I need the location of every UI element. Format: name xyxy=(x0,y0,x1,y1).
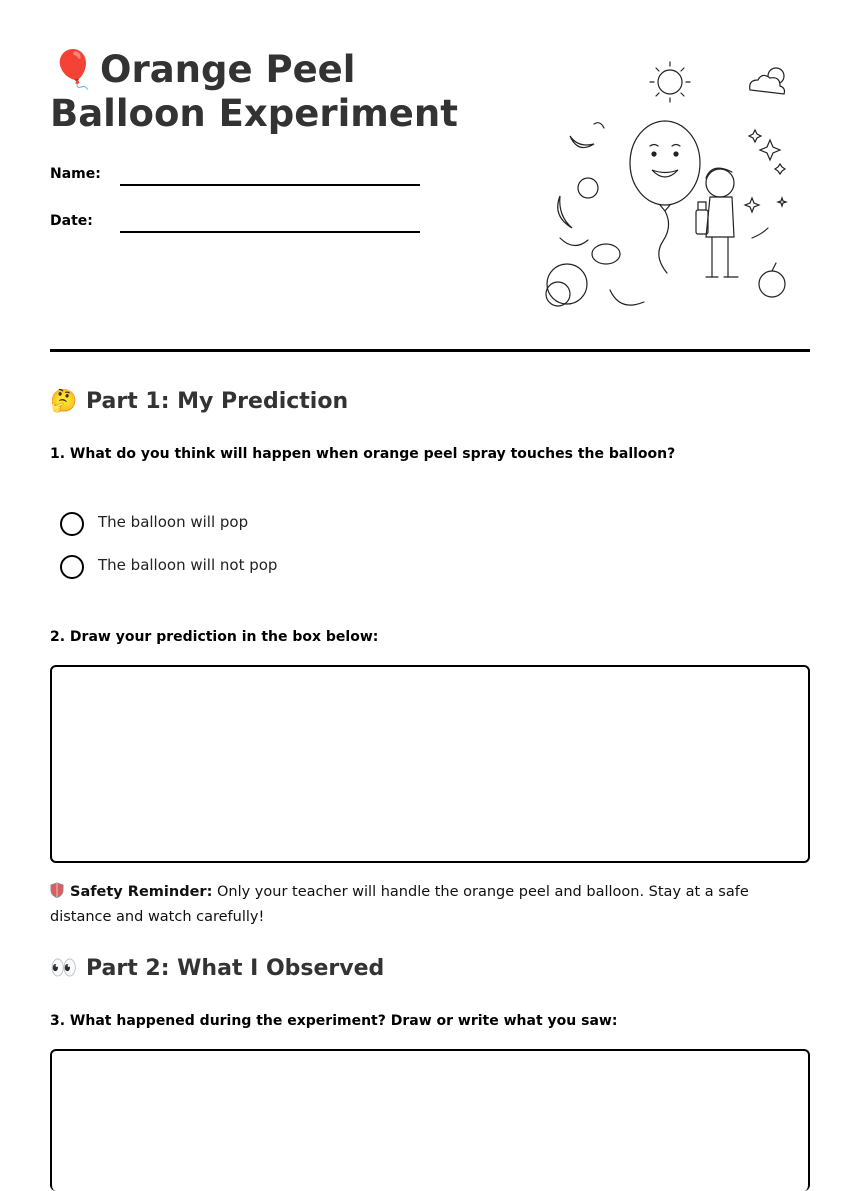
name-field[interactable] xyxy=(50,166,420,192)
header-divider xyxy=(50,349,810,352)
date-line[interactable] xyxy=(120,231,420,233)
eyes-emoji: 👀 xyxy=(50,956,78,981)
sun-icon xyxy=(650,62,690,102)
safety-label: Safety Reminder: xyxy=(70,884,213,900)
worksheet-header xyxy=(50,48,810,318)
observation-drawing-box[interactable] xyxy=(50,1049,810,1191)
stars-drawing xyxy=(745,130,786,212)
question-1: 1. What do you think will happen when orange peel spray touches the balloon? xyxy=(50,446,676,462)
prediction-drawing-box[interactable] xyxy=(50,665,810,863)
name-label: Name: xyxy=(50,166,101,182)
date-field[interactable] xyxy=(50,213,420,239)
balloon-drawing xyxy=(630,121,700,273)
question-3: 3. What happened during the experiment? Draw or write what you saw: xyxy=(50,1013,618,1029)
shield-icon xyxy=(50,882,64,898)
name-line[interactable] xyxy=(120,184,420,186)
date-label: Date: xyxy=(50,213,93,229)
safety-reminder xyxy=(50,880,810,930)
radio-circle-not-pop[interactable] xyxy=(60,555,84,579)
page-title xyxy=(50,48,520,136)
radio-circle-pop[interactable] xyxy=(60,512,84,536)
part2-heading-text: Part 2: What I Observed xyxy=(86,956,385,981)
orange-peels-drawing xyxy=(546,123,785,306)
option-pop-label: The balloon will pop xyxy=(98,513,249,531)
experiment-illustration xyxy=(540,58,800,313)
cloud-icon xyxy=(750,68,785,94)
thinking-face-emoji: 🤔 xyxy=(50,389,78,414)
child-drawing xyxy=(696,168,738,277)
page-title-text: Orange Peel Balloon Experiment xyxy=(50,48,458,135)
part2-heading xyxy=(50,956,384,981)
part1-heading-text: Part 1: My Prediction xyxy=(86,389,349,414)
option-not-pop-label: The balloon will not pop xyxy=(98,556,278,574)
question-2: 2. Draw your prediction in the box below: xyxy=(50,629,379,645)
balloon-emoji: 🎈 xyxy=(50,48,97,91)
safety-text: Only your teacher will handle the orange peel and balloon. Stay at a safe distance and watch carefully! xyxy=(50,884,749,925)
part1-heading xyxy=(50,389,348,414)
